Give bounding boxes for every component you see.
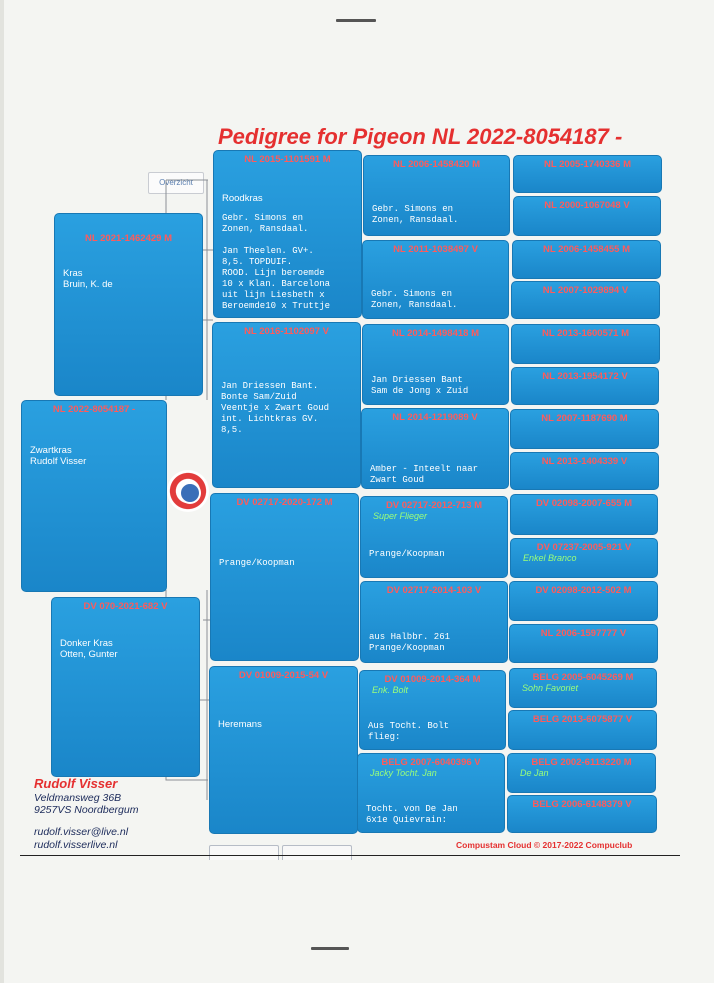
great-grandparent-text: Aus Tocht. Bolt flieg: — [368, 721, 450, 742]
dam-id: DV 070-2021-682 V — [83, 601, 168, 612]
grandparent-text: Gebr. Simons en Zonen, Ransdaal. Jan Theelen. GV+. 8,5. TOPDUIF. ROOD. Lijn beroemde 10 x Klan. Barcelona uit lijn Liesbeth x Beroemde10 x Truttje — [222, 213, 331, 311]
grandparent-text: Jan Driessen Bant. Bonte Sam/Zuid Veentje x Zwart Goud int. Lichtkras GV. 8,5. — [221, 381, 330, 435]
great-grandparent-box[interactable] — [363, 155, 510, 236]
ancestor-box[interactable] — [509, 624, 658, 663]
ancestor-name: Sohn Favoriet — [522, 683, 579, 693]
great-grandparent-id: NL 2006-1458420 M — [393, 159, 480, 170]
ancestor-id: NL 2013-1954172 V — [542, 371, 628, 382]
ancestor-box[interactable] — [513, 155, 662, 193]
great-grandparent-id: DV 02717-2014-103 V — [386, 585, 482, 596]
print-button[interactable] — [209, 845, 279, 860]
grandparent-text: Prange/Koopman — [219, 558, 295, 568]
great-grandparent-text: Gebr. Simons en Zonen, Ransdaal. — [371, 289, 458, 310]
great-grandparent-id: NL 2014-1498418 M — [392, 328, 479, 339]
ancestor-id: DV 07237-2005-921 V — [536, 542, 632, 553]
ancestor-box[interactable] — [511, 281, 660, 319]
great-grandparent-name: Enk. Bolt — [372, 685, 409, 695]
footer-divider — [20, 855, 680, 856]
grandparent-color: Roodkras — [222, 193, 263, 204]
ancestor-box[interactable] — [510, 409, 659, 449]
ancestor-id: NL 2007-1029894 V — [542, 285, 629, 296]
grandparent-box[interactable] — [213, 150, 362, 318]
ancestor-id: NL 2005-1740336 M — [544, 159, 631, 170]
grandparent-id: DV 02717-2020-172 M — [236, 497, 333, 508]
great-grandparent-box[interactable] — [361, 408, 509, 489]
subject-text: Zwartkras Rudolf Visser — [30, 445, 87, 467]
great-grandparent-id: DV 01009-2014-364 M — [384, 674, 481, 685]
ancestor-id: BELG 2002-6113220 M — [531, 757, 632, 768]
great-grandparent-id: BELG 2007-6040396 V — [381, 757, 481, 768]
ancestor-id: NL 2000-1067048 V — [544, 200, 630, 211]
great-grandparent-box[interactable] — [360, 581, 508, 663]
great-grandparent-box[interactable] — [359, 670, 506, 750]
ancestor-box[interactable] — [511, 367, 659, 405]
great-grandparent-text: Amber - Inteelt naar Zwart Goud — [370, 464, 479, 485]
ancestor-id: BELG 2006-6148379 V — [532, 799, 632, 810]
ancestor-box[interactable] — [510, 538, 658, 578]
great-grandparent-box[interactable] — [357, 753, 505, 833]
ancestor-id: NL 2013-1600571 M — [542, 328, 629, 339]
footer-copyright: Compustam Cloud © 2017-2022 Compuclub — [456, 840, 633, 850]
sire-id: NL 2021-1462429 M — [85, 233, 172, 244]
grandparent-text: Heremans — [218, 719, 262, 730]
ancestor-box[interactable] — [510, 494, 658, 535]
owner-name: Rudolf Visser — [34, 776, 118, 791]
ancestor-name: Enkel Branco — [523, 553, 577, 563]
ancestor-id: DV 02098-2012-502 M — [535, 585, 632, 596]
grandparent-box[interactable] — [210, 493, 359, 661]
ancestor-id: NL 2006-1458455 M — [543, 244, 630, 255]
ancestor-id: BELG 2013-6075877 V — [532, 714, 633, 725]
great-grandparent-id: NL 2014-1219089 V — [392, 412, 478, 423]
ancestor-id: BELG 2005-6045269 M — [532, 672, 634, 683]
dam-box[interactable] — [51, 597, 200, 777]
great-grandparent-text: Gebr. Simons en Zonen, Ransdaal. — [372, 204, 459, 225]
dam-text: Donker Kras Otten, Gunter — [60, 638, 118, 660]
owner-email: rudolf.visser@live.nl — [34, 826, 129, 838]
subject-box[interactable] — [21, 400, 167, 592]
ancestor-box[interactable] — [507, 795, 657, 833]
ancestor-box[interactable] — [508, 710, 657, 750]
owner-website: rudolf.visserlive.nl — [34, 839, 118, 851]
great-grandparent-box[interactable] — [362, 240, 509, 319]
ancestor-name: De Jan — [520, 768, 549, 778]
sire-text: Kras Bruin, K. de — [63, 268, 113, 290]
ancestor-box[interactable] — [511, 324, 660, 364]
ancestor-box[interactable] — [512, 240, 661, 279]
great-grandparent-id: NL 2011-1038497 V — [393, 244, 478, 255]
ancestor-box[interactable] — [507, 753, 656, 793]
grandparent-box[interactable] — [209, 666, 358, 834]
subject-id: NL 2022-8054187 - — [52, 404, 136, 415]
overview-button[interactable]: Overzicht — [148, 172, 204, 194]
ancestor-id: NL 2007-1187690 M — [541, 413, 628, 424]
great-grandparent-text: Jan Driessen Bant Sam de Jong x Zuid — [371, 375, 469, 396]
grandparent-id: NL 2015-1101591 M — [244, 154, 331, 165]
page-title: Pedigree for Pigeon NL 2022-8054187 - — [218, 124, 623, 149]
ancestor-id: NL 2013-1404339 V — [541, 456, 628, 467]
great-grandparent-text: Tocht. von De Jan 6x1e Quievrain: — [366, 804, 458, 825]
grandparent-id: NL 2016-1102097 V — [244, 326, 329, 337]
ancestor-box[interactable] — [513, 196, 661, 236]
great-grandparent-name: Jacky Tocht. Jan — [370, 768, 437, 778]
owner-city: 9257VS Noordbergum — [34, 804, 139, 816]
owner-street: Veldmansweg 36B — [34, 792, 122, 804]
ancestor-box[interactable] — [509, 581, 658, 621]
great-grandparent-box[interactable] — [360, 496, 508, 578]
ancestor-box[interactable] — [510, 452, 659, 490]
great-grandparent-text: aus Halbbr. 261 Prange/Koopman — [369, 632, 451, 653]
ancestor-id: NL 2006-1597777 V — [540, 628, 627, 639]
ancestor-id: DV 02098-2007-655 M — [535, 498, 633, 509]
grandparent-box[interactable] — [212, 322, 361, 488]
great-grandparent-box[interactable] — [362, 324, 509, 405]
great-grandparent-text: Prange/Koopman — [369, 549, 445, 559]
sire-box[interactable] — [54, 213, 203, 396]
great-grandparent-id: DV 02717-2012-713 M — [385, 500, 483, 511]
close-button[interactable] — [282, 845, 352, 860]
ancestor-box[interactable] — [509, 668, 657, 708]
great-grandparent-name: Super Flieger — [373, 511, 428, 521]
club-logo — [167, 470, 209, 512]
grandparent-id: DV 01009-2015-54 V — [238, 670, 329, 681]
